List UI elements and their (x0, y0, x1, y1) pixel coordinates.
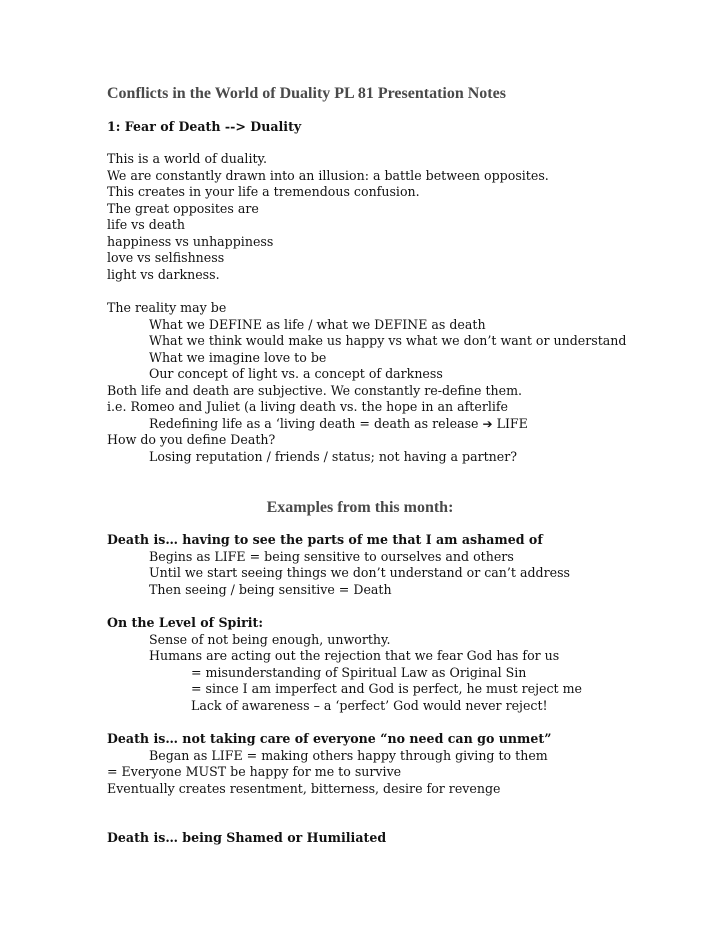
spirit-section (107, 615, 582, 714)
reality-lead: The reality may be (107, 300, 227, 315)
reality-paragraph (107, 300, 626, 465)
shamed-section (107, 830, 386, 847)
spirit-heading: On the Level of Spirit: (107, 615, 264, 630)
intro-line: life vs death (107, 217, 185, 232)
spirit-sub-line: = misunderstanding of Spiritual Law as Original Sin (191, 664, 527, 680)
define-death-answer: Losing reputation / friends / status; not having a partner? (149, 448, 518, 464)
care-section (107, 731, 551, 797)
intro-line: light vs darkness. (107, 266, 220, 282)
intro-line: happiness vs unhappiness (107, 233, 274, 249)
redefining-text: Redefining life as a ‘living death = death as release (149, 415, 483, 431)
spirit-sub-line: = since I am imperfect and God is perfect, he must reject me (191, 681, 582, 696)
document-title: Conflicts in the World of Duality PL 81 Presentation Notes (107, 85, 506, 102)
ashamed-heading: Death is… having to see the parts of me that I am ashamed of (107, 532, 543, 547)
reality-item: What we DEFINE as life / what we DEFINE as death (149, 316, 486, 332)
spirit-sub-line: Lack of awareness – a ‘perfect’ God would never reject! (191, 697, 548, 713)
intro-line: This is a world of duality. (107, 151, 267, 166)
intro-line: This creates in your life a tremendous confusion. (107, 184, 420, 199)
intro-line: We are constantly drawn into an illusion: a battle between opposites. (107, 167, 549, 183)
spirit-line: Humans are acting out the rejection that we fear God has for us (149, 648, 560, 663)
intro-paragraph (107, 151, 549, 283)
reality-item: Our concept of light vs. a concept of darkness (149, 366, 443, 381)
shamed-heading: Death is… being Shamed or Humiliated (107, 830, 387, 845)
intro-line: love vs selfishness (107, 250, 225, 265)
ashamed-section (107, 532, 570, 598)
subjective-statement: Both life and death are subjective. We constantly re-define them. (107, 382, 523, 398)
romeo-juliet-example: i.e. Romeo and Juliet (a living death vs. the hope in an afterlife (107, 399, 509, 414)
redefining-life-line (107, 416, 626, 433)
care-line: Eventually creates resentment, bitterness, desire for revenge (107, 780, 501, 796)
ashamed-line: Until we start seeing things we don’t understand or can’t address (149, 565, 571, 580)
ashamed-line: Begins as LIFE = being sensitive to ourselves and others (149, 548, 514, 564)
right-arrow-icon: ➔ (482, 416, 493, 431)
care-line: = Everyone MUST be happy for me to survive (107, 764, 402, 779)
care-heading: Death is… not taking care of everyone “no need can go unmet” (107, 731, 552, 746)
examples-heading: Examples from this month: (266, 499, 454, 516)
define-death-question: How do you define Death? (107, 432, 276, 447)
redefining-end: LIFE (496, 415, 528, 431)
intro-line: The great opposites are (107, 200, 259, 216)
reality-item: What we think would make us happy vs what we don’t want or understand (149, 333, 627, 348)
reality-item: What we imagine love to be (149, 349, 327, 365)
spirit-line: Sense of not being enough, unworthy. (149, 631, 391, 647)
care-indented-line: Began as LIFE = making others happy through giving to them (149, 747, 548, 763)
section-heading-fear-of-death: 1: Fear of Death --> Duality (107, 119, 302, 134)
ashamed-line: Then seeing / being sensitive = Death (149, 581, 392, 597)
